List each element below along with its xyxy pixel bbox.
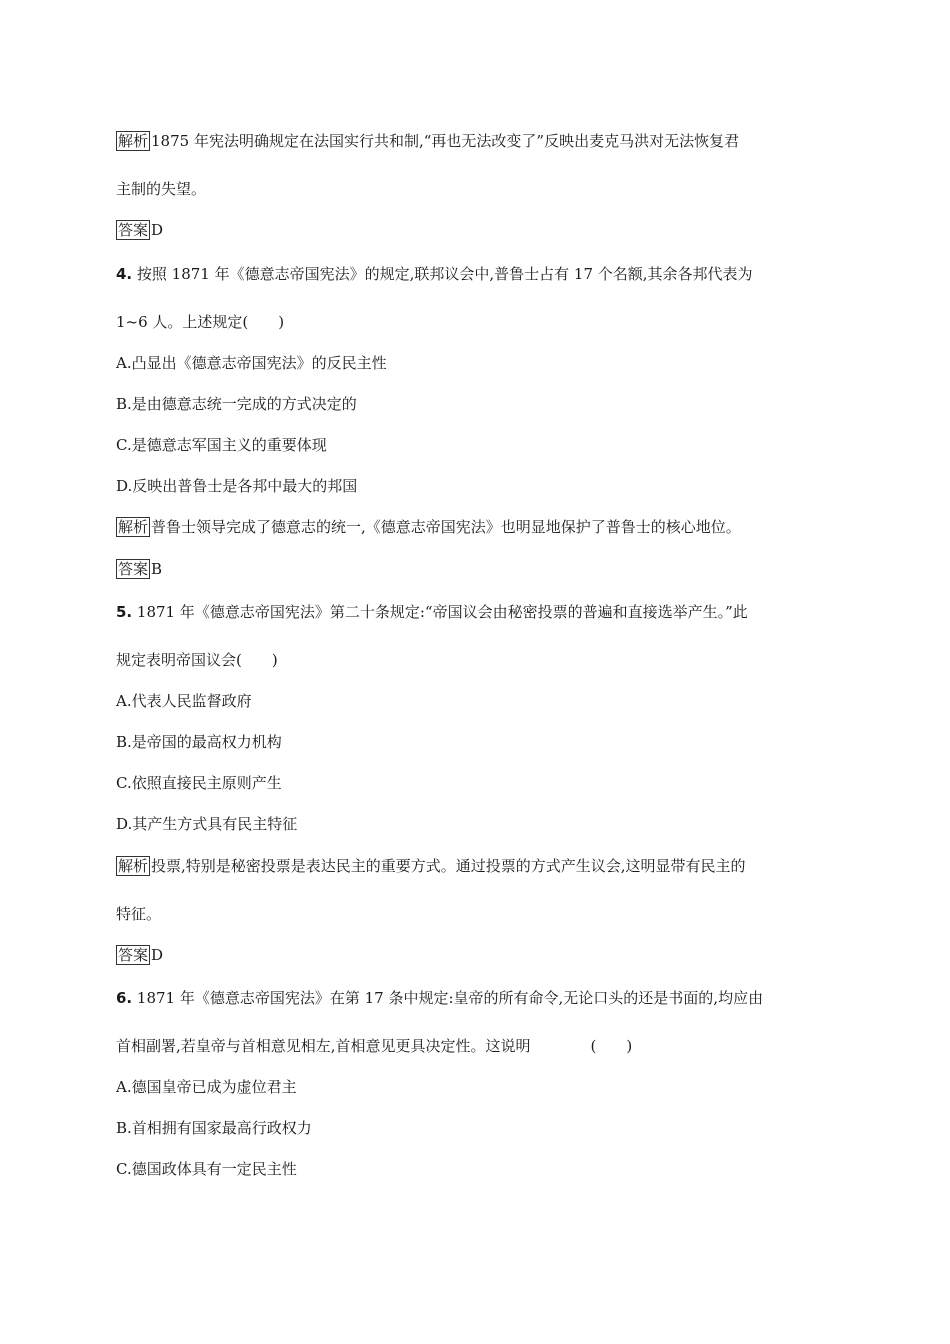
question-text: 1871 年《德意志帝国宪法》第二十条规定:“帝国议会由秘密投票的普遍和直接选举产生。”此: [132, 603, 748, 621]
question-4-stem: [116, 264, 753, 284]
question-6-option-b[interactable]: [116, 1118, 312, 1138]
analysis-text: 1875 年宪法明确规定在法国实行共和制,“再也无法改变了”反映出麦克马洪对无法恢复君: [151, 132, 740, 150]
answer-value: B: [151, 560, 163, 578]
question-number: 5.: [116, 603, 133, 621]
question-4-option-b[interactable]: [116, 394, 357, 414]
analysis-continuation: [116, 179, 206, 199]
answer-line-3: [116, 220, 163, 240]
question-4-option-d[interactable]: [116, 476, 357, 496]
question-5-option-b[interactable]: [116, 732, 282, 752]
question-5-option-d[interactable]: [116, 814, 297, 834]
analysis-paragraph-4: [116, 517, 741, 537]
question-5-option-c[interactable]: [116, 773, 282, 793]
analysis-paragraph-5: [116, 856, 746, 876]
answer-tag: 答案: [118, 560, 149, 578]
option-text: A.凸显出《德意志帝国宪法》的反民主性: [116, 354, 387, 372]
question-text: 规定表明帝国议会( ): [116, 651, 278, 669]
question-text: 按照 1871 年《德意志帝国宪法》的规定,联邦议会中,普鲁士占有 17 个名额,其余各邦代表为: [132, 265, 753, 283]
answer-tag: 答案: [118, 221, 149, 239]
analysis-tag: 解析: [118, 857, 149, 875]
analysis-tag: 解析: [118, 132, 149, 150]
question-5-stem: [116, 602, 748, 622]
question-text: 首相副署,若皇帝与首相意见相左,首相意见更具决定性。这说明: [116, 1037, 531, 1055]
option-text: C.德国政体具有一定民主性: [116, 1160, 297, 1178]
analysis-text: 主制的失望。: [116, 180, 207, 198]
question-number: 6.: [116, 989, 133, 1007]
question-text: 1~6 人。上述规定( ): [116, 313, 285, 331]
analysis-text: 特征。: [116, 905, 162, 923]
option-text: D.其产生方式具有民主特征: [116, 815, 298, 833]
question-number: 4.: [116, 265, 133, 283]
question-6-option-a[interactable]: [116, 1077, 297, 1097]
option-text: A.德国皇帝已成为虚位君主: [116, 1078, 297, 1096]
answer-line-5: [116, 945, 163, 965]
option-text: B.首相拥有国家最高行政权力: [116, 1119, 312, 1137]
answer-tag: 答案: [118, 946, 149, 964]
analysis-continuation: [116, 904, 161, 924]
answer-value: D: [151, 221, 164, 239]
question-6-option-c[interactable]: [116, 1159, 297, 1179]
option-text: A.代表人民监督政府: [116, 692, 252, 710]
question-4-option-c[interactable]: [116, 435, 327, 455]
question-5-option-a[interactable]: [116, 691, 252, 711]
question-text: 1871 年《德意志帝国宪法》在第 17 条中规定:皇帝的所有命令,无论口头的还是书面的,均应由: [132, 989, 764, 1007]
answer-blank: ( ): [590, 1037, 633, 1055]
analysis-tag: 解析: [118, 518, 149, 536]
analysis-text: 普鲁士领导完成了德意志的统一,《德意志帝国宪法》也明显地保护了普鲁士的核心地位。: [151, 518, 741, 536]
option-text: C.是德意志军国主义的重要体现: [116, 436, 327, 454]
answer-value: D: [151, 946, 164, 964]
question-4-option-a[interactable]: [116, 353, 387, 373]
question-5-stem-continuation: [116, 650, 278, 670]
option-text: B.是帝国的最高权力机构: [116, 733, 282, 751]
question-6-stem-continuation: [116, 1036, 632, 1056]
answer-line-4: [116, 559, 162, 579]
analysis-paragraph-1: [116, 131, 739, 151]
question-4-stem-continuation: [116, 312, 284, 332]
question-6-stem: [116, 988, 763, 1008]
option-text: D.反映出普鲁士是各邦中最大的邦国: [116, 477, 358, 495]
option-text: B.是由德意志统一完成的方式决定的: [116, 395, 357, 413]
analysis-text: 投票,特别是秘密投票是表达民主的重要方式。通过投票的方式产生议会,这明显带有民主的: [151, 857, 746, 875]
option-text: C.依照直接民主原则产生: [116, 774, 282, 792]
